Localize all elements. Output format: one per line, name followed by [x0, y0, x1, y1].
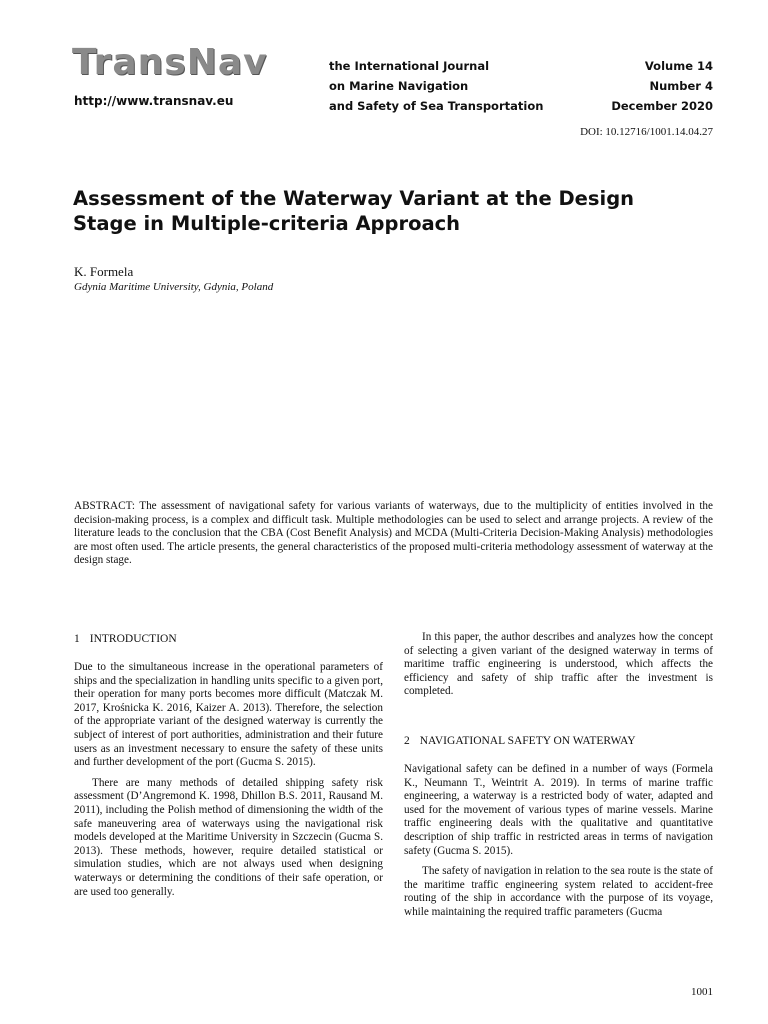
article-title: Assessment of the Waterway Variant at the Design Stage in Multiple-criteria Approach	[73, 187, 635, 235]
section-title: NAVIGATIONAL SAFETY ON WATERWAY	[419, 734, 636, 747]
number-label: Number 4	[649, 79, 713, 93]
article-abstract: ABSTRACT: The assessment of navigational safety for various variants of waterways, due to the multiplicity of entities involved in the decision-making process, is a complex and difficult task. Multiple methodologies can be used to select and arrange projects. A review of the literature leads to the conclusion that the CBA (Cost Benefit Analysis) and MCDA (Multi-Criteria Decision-Making Analysis) methodologies are most often used. The article presents, the general characteristics of the proposed multi-criteria methodology assessment of waterway at the design stage.	[74, 500, 713, 567]
journal-url-link[interactable]: http://www.transnav.eu	[74, 94, 234, 108]
article-author: K. Formela	[74, 264, 134, 279]
journal-name-line-3: and Safety of Sea Transportation	[329, 99, 544, 113]
section-number: 1	[74, 633, 80, 645]
left-column	[74, 631, 383, 899]
section-heading-introduction	[74, 631, 383, 647]
body-paragraph: The safety of navigation in relation to the sea route is the state of the maritime traffic engineering system related to accident-free routing of the ship in accordance with the purpose of its voyage, while maintaining the required traffic parameters (Gucma	[404, 865, 713, 918]
journal-name-line-2: on Marine Navigation	[329, 79, 469, 93]
body-paragraph: Navigational safety can be defined in a number of ways (Formela K., Neumann T., Weintrit A. 2019). In terms of marine traffic engineering, a waterway is a restricted body of water, adapted and used for the movement of various types of marine vessels. Marine traffic engineering deals with the qualitative and quantitative description of ship traffic in restricted areas in terms of navigation safety (Gucma S. 2015).	[404, 762, 713, 857]
issue-date: December 2020	[611, 99, 713, 113]
section-title: INTRODUCTION	[89, 633, 177, 645]
page-number: 1001	[691, 986, 713, 998]
volume-label: Volume 14	[644, 59, 713, 73]
journal-logo: TransNav	[72, 42, 268, 83]
body-paragraph: Due to the simultaneous increase in the operational parameters of ships and the specialization in handling units specific to a given port, their operation for many ports becomes more difficult (Matczak M. 2017, Krośnicka K. 2016, Kaizer A. 2013). Therefore, the selection of the appropriate variant of the designed waterway is currently the subject of interest of port authorities, administration and their future users as an investment necessary to ensure the safety of these units and further development of the port (Gucma S. 2015).	[74, 661, 383, 769]
section-number: 2	[404, 734, 410, 747]
journal-name-line-1: the International Journal	[329, 59, 490, 73]
journal-name-block	[329, 56, 543, 116]
right-column	[404, 631, 713, 920]
author-affiliation: Gdynia Maritime University, Gdynia, Poland	[74, 281, 274, 293]
body-paragraph: There are many methods of detailed shipping safety risk assessment (D’Angremond K. 1998, Dhillon B.S. 2011, Rausand M. 2011), including the Polish method of dimensioning the width of the safe maneuvering area of waterways using the navigational risk models developed at the Maritime University in Szczecin (Gucma S. 2013). These methods, however, require detailed statistical or simulation studies, which are not always used when designing waterways or determining the conditions of their safe operation, or are used too generally.	[74, 776, 383, 898]
section-heading-navigational-safety	[404, 733, 713, 749]
doi-link[interactable]: DOI: 10.12716/1001.14.04.27	[580, 126, 713, 138]
body-paragraph: In this paper, the author describes and analyzes how the concept of selecting a given variant of the designed waterway in terms of maritime traffic engineering is understood, which affects the efficiency and safety of ship traffic after the investment is completed.	[404, 631, 713, 698]
issue-info-block	[611, 56, 713, 116]
